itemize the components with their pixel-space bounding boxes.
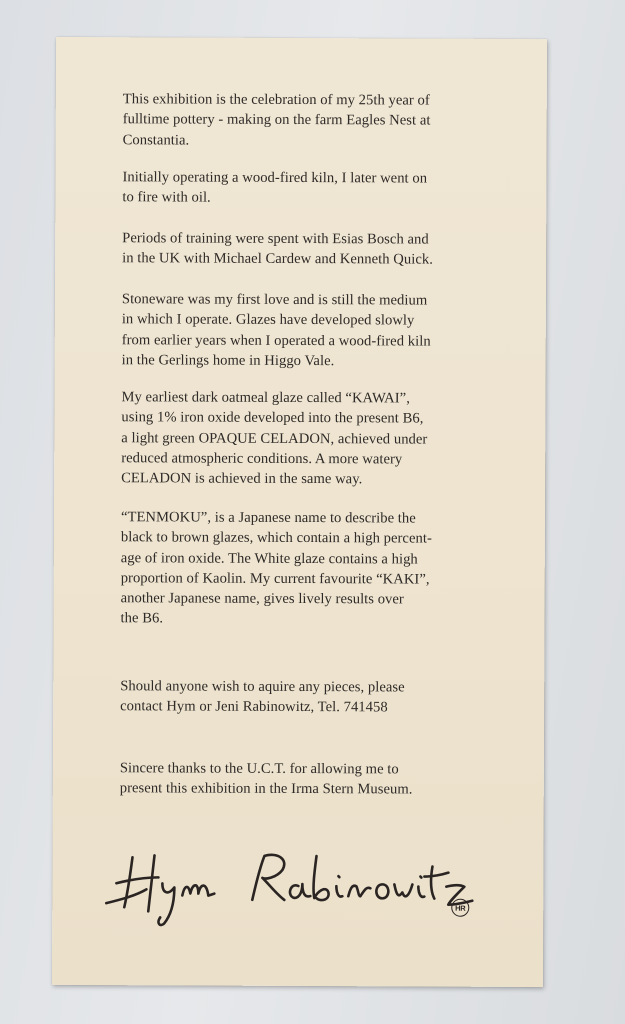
paragraph-celebration: This exhibition is the celebration of my 25th year of fulltime pottery - making on the farm Eagles Nest at Constantia. [122, 91, 431, 149]
paragraph-tenmoku-glaze: “TENMOKU”, is a Japanese name to describe the black to brown glazes, which contain a high percent- age of iron oxide. The White glaze contains a high proportion of Kaolin. My current favourite “KAKI”, another Japanese name, gives lively results over the B6. [120, 509, 432, 627]
paragraph-training: Periods of training were spent with Esias Bosch and in the UK with Michael Cardew and Kenneth Quick. [122, 230, 433, 268]
handwritten-signature [102, 837, 482, 929]
paragraph-contact: Should anyone wish to aquire any pieces, please contact Hym or Jeni Rabinowitz, Tel. 741458 [120, 678, 405, 716]
paragraph-thanks: Sincere thanks to the U.C.T. for allowing me to present this exhibition in the Irma Stern Museum. [119, 760, 413, 798]
paragraph-kiln: Initially operating a wood-fired kiln, I later went on to fire with oil. [122, 169, 428, 206]
paragraph-kawai-glaze: My earliest dark oatmeal glaze called “KAWAI”, using 1% iron oxide developed into the present B6, a light green OPAQUE CELADON, achieved under reduced atmospheric conditions. A more watery CELADON is achieved in the same way. [121, 389, 428, 488]
exhibition-letter [52, 37, 547, 987]
hr-monogram-seal: HR [451, 899, 469, 917]
paragraph-stoneware: Stoneware was my first love and is still the medium in which I operate. Glazes have developed slowly from earlier years when I operated a wood-fired kiln in the Gerlings home in Higgo Vale. [121, 291, 431, 370]
